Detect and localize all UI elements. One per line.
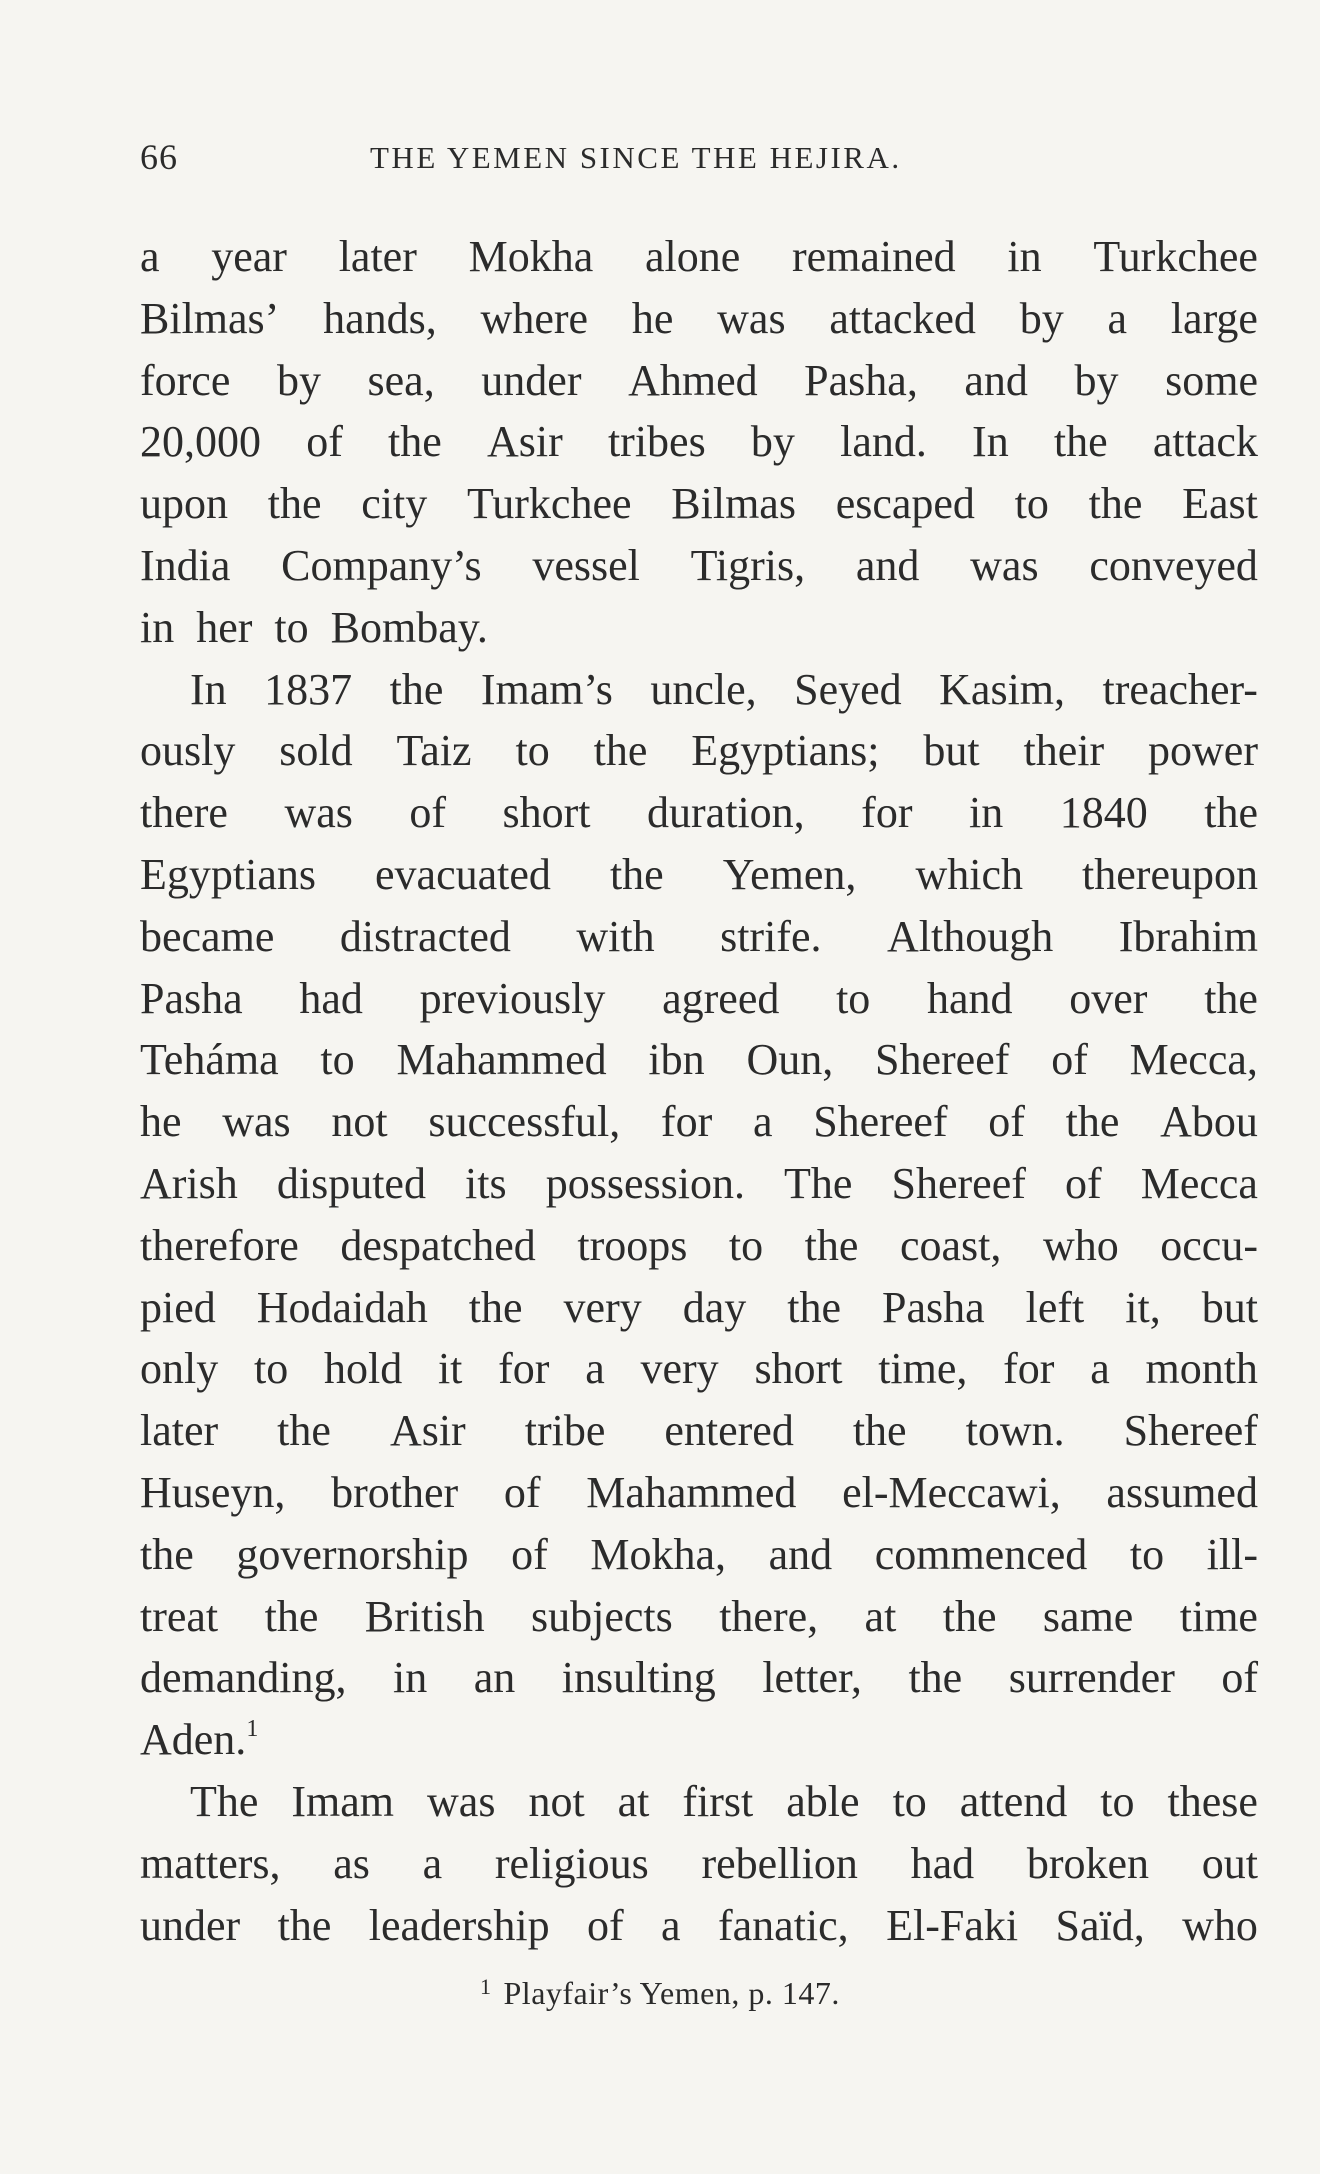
word: governorship [236,1529,469,1579]
text-line [140,1771,1258,1833]
text-line [140,411,1258,473]
word: The [784,1158,853,1208]
text-line [140,1462,1258,1524]
word: to [515,726,550,776]
word: surrender [1008,1653,1175,1703]
word: Hodaidah [256,1282,428,1332]
word: very [563,1282,642,1332]
word: a [585,1344,605,1394]
word: same [1042,1591,1134,1641]
word: attend [959,1776,1068,1826]
word: day [682,1282,747,1332]
word: attack [1152,417,1258,467]
text-line [140,1647,1258,1709]
word: with [576,911,655,961]
word: had [299,973,363,1023]
word: ibn [648,1035,705,1085]
word: despatched [340,1220,536,1270]
word: the [787,1282,841,1332]
word: to [1100,1776,1135,1826]
word: land. [840,417,927,467]
word: Mahammed [586,1467,797,1517]
word: a [752,1097,773,1147]
word: sea, [367,355,435,405]
word: subjects [531,1591,673,1641]
text-line [140,1709,1258,1771]
word: short [754,1344,843,1394]
word: had [910,1838,975,1888]
text-line [140,720,1258,782]
word: the [804,1220,859,1270]
word: later [140,1406,219,1456]
word: Asir [389,1406,466,1456]
word: tribes [607,417,706,467]
word: leadership [368,1900,550,1950]
word: troops [577,1220,688,1270]
word: the [267,479,322,529]
word: Mokha, [590,1529,726,1579]
word: entered [664,1406,794,1456]
word: hands, [323,293,437,343]
word: and [768,1529,833,1579]
word: but [1201,1282,1258,1332]
footnote-text: Playfair’s Yemen, p. 147. [503,1975,840,2011]
word: of [1064,1158,1102,1208]
word: was [717,293,786,343]
word: attacked [829,293,976,343]
text-line [140,473,1258,535]
word: uncle, [650,664,757,714]
word: the [1088,479,1143,529]
word: force [140,355,231,405]
word: In [190,664,227,714]
word: Egyptians [140,849,316,899]
word: Bombay. [330,602,488,652]
word: upon [140,479,228,529]
text-line [140,968,1258,1030]
word: by [750,417,795,467]
text-line [140,1338,1258,1400]
word: of [409,788,447,838]
word: short [502,788,591,838]
footnote-reference: 1 [246,1716,259,1743]
word: the [389,664,444,714]
word: of [988,1097,1025,1147]
word: and [855,540,920,590]
word: to [253,1344,289,1394]
word: religious [494,1838,649,1888]
word: therefore [140,1220,299,1270]
word: power [1148,726,1258,776]
word: sold [279,726,353,776]
word: Mokha [468,232,594,281]
word: Asir [486,417,563,467]
word: a [140,232,160,281]
word: fanatic, [717,1900,849,1950]
word: the [1204,788,1258,838]
word: first [682,1776,754,1826]
word: treacher- [1102,664,1258,714]
word: it, [1125,1282,1161,1332]
word: pied [140,1282,216,1332]
text-line [140,1277,1258,1339]
word: the [264,1591,319,1641]
text-line [140,1400,1258,1462]
word: the [852,1406,907,1456]
text-line [140,1215,1258,1277]
word: the [1053,417,1108,467]
word: 1840 [1059,788,1148,838]
word: Pasha, [804,355,918,405]
word: disputed [276,1158,426,1208]
running-title: THE YEMEN SINCE THE HEJIRA. [370,140,902,175]
word: and [964,355,1028,405]
word: Tigris, [690,540,806,590]
text-line [140,350,1258,412]
word: el-Meccawi, [842,1467,1061,1517]
footnote [480,1974,840,2012]
word: time, [878,1344,968,1394]
word: the [593,726,648,776]
word: matters, [140,1838,281,1888]
word: Abou [1160,1097,1258,1147]
word: for [660,1097,713,1147]
word: thereupon [1082,849,1258,899]
word: under [481,355,582,405]
word: escaped [835,479,975,529]
word: in [393,1653,428,1703]
word: East [1182,479,1258,529]
word: her [196,602,253,652]
word: he [631,293,674,343]
word: over [1069,973,1148,1023]
word: very [640,1344,719,1394]
word: year [211,232,287,281]
word: Egyptians; [691,726,880,776]
word: ill- [1206,1529,1258,1579]
footnote-marker: 1 [480,1974,492,1999]
running-head [140,136,1260,184]
word: was [427,1776,496,1826]
word: assumed [1106,1467,1258,1517]
word: in [1007,232,1042,281]
text-line [140,1586,1258,1648]
word: 1837 [264,664,353,714]
word: Imam’s [480,664,613,714]
word: not [528,1776,585,1826]
word: was [284,788,353,838]
text-line [140,1524,1258,1586]
word: under [140,1900,241,1950]
word: only [140,1344,219,1394]
word: time [1179,1591,1258,1641]
word: the [277,1900,332,1950]
word: previously [419,973,606,1023]
word: the [468,1282,523,1332]
word: rebellion [701,1838,858,1888]
text-line [140,1153,1258,1215]
word: commenced [874,1529,1088,1579]
word: the [942,1591,997,1641]
word: able [786,1776,860,1826]
word: hold [323,1344,403,1394]
word: month [1145,1344,1258,1394]
word: Shereef [891,1158,1026,1208]
word: left [1025,1282,1085,1332]
word: Although [886,911,1054,961]
text-line [140,659,1258,721]
word: the [609,849,664,899]
word: Arish [140,1158,238,1208]
word: Yemen, [722,849,857,899]
word: Shereef [1123,1406,1258,1456]
word: Huseyn, [140,1467,286,1517]
word: an [473,1653,516,1703]
word: Turkchee [1093,232,1258,281]
word: of [1221,1653,1258,1703]
word: demanding, [140,1653,347,1703]
word: of [586,1900,624,1950]
word: at [617,1776,650,1826]
word: duration, [647,788,805,838]
word: who [1182,1900,1258,1950]
word: to [892,1776,927,1826]
word: vessel [532,540,640,590]
word: broken [1026,1838,1150,1888]
text-line [140,1833,1258,1895]
word: tribe [524,1406,606,1456]
word: remained [791,232,956,281]
word: the [140,1529,194,1579]
word: for [498,1344,550,1394]
word: a [1107,293,1128,343]
word: to [274,602,309,652]
word: conveyed [1089,540,1258,590]
word: In [972,417,1009,467]
text-line [140,782,1258,844]
body-text [140,226,1258,1956]
word: Aden.$^1$ [140,1715,259,1765]
word: of [1051,1035,1088,1085]
text-line [140,844,1258,906]
word: Ahmed [628,355,758,405]
word: to [320,1035,355,1085]
word: Mecca, [1129,1035,1258,1085]
word: El-Faki [886,1900,1019,1950]
text-line [140,1029,1258,1091]
word: evacuated [375,849,551,899]
word: of [511,1529,548,1579]
word: its [465,1158,507,1208]
word: Pasha [140,973,243,1023]
word: their [1023,726,1105,776]
word: but [923,726,980,776]
word: a [1090,1344,1110,1394]
word: Teháma [140,1035,279,1085]
word: became [140,911,275,961]
word: the [277,1406,331,1456]
word: to [1129,1529,1165,1579]
word: there [140,788,228,838]
word: letter, [762,1653,862,1703]
word: Kasim, [939,664,1066,714]
text-line [140,226,1258,288]
word: agreed [662,973,780,1023]
text-line [140,1895,1258,1957]
word: some [1165,355,1258,405]
word: city [361,479,428,529]
word: Shereef [813,1097,948,1147]
word: Turkchee [466,479,632,529]
word: Mecca [1140,1158,1258,1208]
word: out [1201,1838,1258,1888]
text-line [140,288,1258,350]
word: to [836,973,871,1023]
word: Saïd, [1055,1900,1145,1950]
word: not [331,1097,388,1147]
word: Shereef [875,1035,1010,1085]
text-line [140,535,1258,597]
word: of [306,417,343,467]
word: British [364,1591,485,1641]
word: by [276,355,321,405]
word: Seyed [794,664,902,714]
word: hand [927,973,1013,1023]
word: Bilmas [671,479,796,529]
word: 20,000 [140,417,261,467]
word: successful, [428,1097,621,1147]
text-line [140,597,1258,659]
word: the [908,1653,963,1703]
word: at [864,1591,897,1641]
word: Pasha [881,1282,985,1332]
word: the [388,417,442,467]
word: Ibrahim [1118,911,1258,961]
word: Oun, [746,1035,834,1085]
word: the [1065,1097,1120,1147]
word: Mahammed [396,1035,607,1085]
word: who [1042,1220,1119,1270]
word: distracted [339,911,511,961]
word: Bilmas’ [140,293,280,343]
word: The [190,1776,259,1826]
word: he [140,1097,182,1147]
word: insulting [561,1653,716,1703]
word: Imam [291,1776,395,1826]
page-number: 66 [140,137,178,177]
word: to [1014,479,1049,529]
word: of [503,1467,541,1517]
word: for [861,788,913,838]
word: brother [331,1467,459,1517]
word: town. [965,1406,1065,1456]
word: occu- [1160,1220,1258,1270]
word: Company’s [281,540,482,590]
word: later [338,232,417,281]
word: which [915,849,1023,899]
text-line [140,1091,1258,1153]
word: in [968,788,1004,838]
word: these [1167,1776,1258,1826]
word: as [333,1838,370,1888]
word: possession. [545,1158,745,1208]
text-line [140,906,1258,968]
word: for [1003,1344,1055,1394]
word: where [480,293,589,343]
word: large [1170,293,1258,343]
word: the [1204,973,1258,1023]
word: by [1074,355,1119,405]
word: was [970,540,1039,590]
word: there, [719,1591,819,1641]
word: to [728,1220,764,1270]
word: a [661,1900,681,1950]
word: strife. [720,911,822,961]
word: it [437,1344,463,1394]
word: by [1019,293,1064,343]
word: ously [140,726,236,776]
word: Taiz [396,726,472,776]
word: alone [644,232,741,281]
word: a [422,1838,443,1888]
word: coast, [899,1220,1002,1270]
word: treat [140,1591,219,1641]
word: in [140,602,175,652]
word: was [222,1097,291,1147]
word: India [140,540,231,590]
